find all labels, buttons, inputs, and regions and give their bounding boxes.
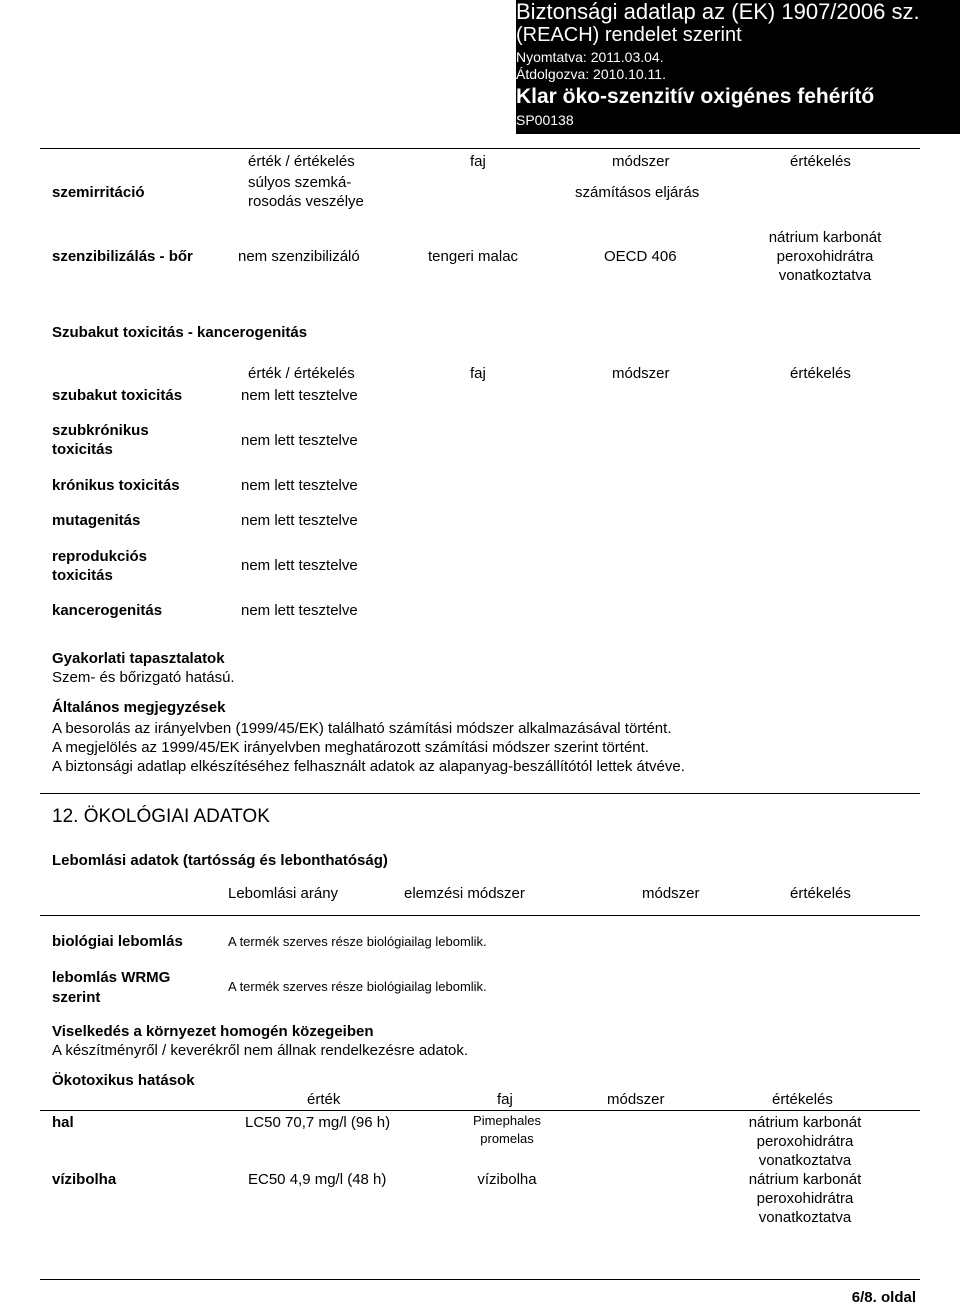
general-remarks-line: A besorolás az irányelvben (1999/45/EK) található számítási módszer alkalmazásával történt. (52, 720, 672, 737)
subacute-col-species: faj (470, 365, 486, 382)
subacute-row-value: nem lett tesztelve (241, 387, 358, 404)
ecotox-row-value-fish: LC50 70,7 mg/l (96 h) (245, 1114, 391, 1131)
irritation-row-label-eye: szemirritáció (52, 184, 145, 201)
footer-divider (40, 1279, 920, 1280)
ecotox-col-evaluation: értékelés (772, 1091, 833, 1108)
ecotox-col-method: módszer (607, 1091, 665, 1108)
header-title-line1: Biztonsági adatlap az (EK) 1907/2006 sz. (516, 0, 920, 24)
section12-title: 12. ÖKOLÓGIAI ADATOK (52, 806, 270, 827)
general-remarks-title: Általános megjegyzések (52, 699, 226, 716)
mutagenicity-row-value: nem lett tesztelve (241, 512, 358, 529)
header-divider (40, 148, 920, 149)
reproductive-row-value: nem lett tesztelve (241, 557, 358, 574)
ecotox-row-label-fish: hal (52, 1114, 74, 1131)
behaviour-text: A készítményről / keverékről nem állnak rendelkezésre adatok. (52, 1042, 469, 1059)
header-product-code: SP00138 (516, 112, 574, 128)
ecotox-col-value: érték (307, 1091, 341, 1108)
ecotox-row-eval-fish-line1: nátrium karbonát (748, 1114, 862, 1131)
document-header (516, 0, 960, 134)
ecotox-col-species: faj (497, 1091, 513, 1108)
irritation-row-value-eye-line1: súlyos szemká- (248, 174, 352, 191)
page-number: 6/8. oldal (851, 1289, 916, 1306)
ecotox-row-species-fish-line2: promelas (480, 1131, 534, 1146)
subacute-row-label: szubakut toxicitás (52, 387, 183, 404)
subchronic-row-value: nem lett tesztelve (241, 432, 358, 449)
ecotox-row-eval-daphnia-line2: peroxohidrátra (756, 1190, 854, 1207)
degradation-row-label-wrmg-line1: lebomlás WRMG (52, 969, 171, 986)
ecotox-title: Ökotoxikus hatások (52, 1072, 195, 1089)
subacute-col-evaluation: értékelés (790, 365, 851, 382)
subchronic-row-label-line1: szubkrónikus (52, 422, 149, 439)
degradation-row-label-bio: biológiai lebomlás (52, 933, 183, 950)
irritation-row-value-skin: nem szenzibilizáló (238, 248, 360, 265)
degradation-row-value-bio: A termék szerves része biológiailag lebomlik. (228, 934, 487, 949)
ecotox-table-divider (40, 1110, 920, 1111)
subchronic-row-label-line2: toxicitás (52, 441, 113, 458)
chronic-row-value: nem lett tesztelve (241, 477, 358, 494)
header-revised-date: Átdolgozva: 2010.10.11. (516, 66, 666, 82)
behaviour-title: Viselkedés a környezet homogén közegeiben (52, 1023, 374, 1040)
subacute-col-method: módszer (612, 365, 670, 382)
irritation-row-eval-skin-line3: vonatkoztatva (778, 267, 872, 284)
degradation-col-rate: Lebomlási arány (228, 885, 339, 902)
degradation-row-value-wrmg: A termék szerves része biológiailag lebomlik. (228, 979, 487, 994)
reproductive-row-label-line2: toxicitás (52, 567, 113, 584)
mutagenicity-row-label: mutagenitás (52, 512, 141, 529)
practical-title: Gyakorlati tapasztalatok (52, 650, 225, 667)
degradation-col-evaluation: értékelés (790, 885, 851, 902)
ecotox-row-eval-fish-line2: peroxohidrátra (756, 1133, 854, 1150)
ecotox-row-species-fish-line1: Pimephales (473, 1113, 541, 1128)
subacute-title: Szubakut toxicitás - kancerogenitás (52, 324, 308, 341)
ecotox-row-value-daphnia: EC50 4,9 mg/l (48 h) (248, 1171, 387, 1188)
header-title-line2: (REACH) rendelet szerint (516, 24, 742, 46)
ecotox-row-eval-daphnia-line3: vonatkoztatva (758, 1209, 852, 1226)
carcinogenicity-row-value: nem lett tesztelve (241, 602, 358, 619)
irritation-col-value: érték / értékelés (248, 153, 355, 170)
carcinogenicity-row-label: kancerogenitás (52, 602, 163, 619)
irritation-row-method-eye: számításos eljárás (575, 184, 700, 201)
ecotox-row-species-daphnia: vízibolha (477, 1171, 537, 1188)
irritation-row-label-skin: szenzibilizálás - bőr (52, 248, 193, 265)
header-product-name: Klar öko-szenzitív oxigénes fehérítő (516, 85, 875, 108)
irritation-col-evaluation: értékelés (790, 153, 851, 170)
reproductive-row-label-line1: reprodukciós (52, 548, 148, 565)
general-remarks-line: A megjelölés az 1999/45/EK irányelvben meghatározott számítási módszer szerint történt. (52, 739, 649, 756)
irritation-row-eval-skin-line2: peroxohidrátra (776, 248, 874, 265)
ecotox-row-label-daphnia: vízibolha (52, 1171, 117, 1188)
ecotox-row-eval-daphnia-line1: nátrium karbonát (748, 1171, 862, 1188)
practical-text: Szem- és bőrizgató hatású. (52, 669, 235, 686)
degradation-col-analysis-method: elemzési módszer (404, 885, 525, 902)
irritation-row-method-skin: OECD 406 (604, 248, 677, 265)
subacute-col-value: érték / értékelés (248, 365, 355, 382)
ecotox-row-eval-fish-line3: vonatkoztatva (758, 1152, 852, 1169)
irritation-row-eval-skin-line1: nátrium karbonát (768, 229, 882, 246)
general-remarks-line: A biztonsági adatlap elkészítéséhez felhasznált adatok az alapanyag-beszállítótól lettek átvéve. (52, 758, 685, 775)
chronic-row-label: krónikus toxicitás (52, 477, 180, 494)
degradation-table-divider (40, 915, 920, 916)
irritation-row-species-skin: tengeri malac (428, 248, 519, 265)
degradation-row-label-wrmg-line2: szerint (52, 989, 101, 1006)
irritation-col-method: módszer (612, 153, 670, 170)
degradation-col-method: módszer (642, 885, 700, 902)
irritation-col-species: faj (470, 153, 486, 170)
section-divider (40, 793, 920, 794)
irritation-row-value-eye-line2: rosodás veszélye (248, 193, 364, 210)
header-printed-date: Nyomtatva: 2011.03.04. (516, 49, 664, 65)
degradation-title: Lebomlási adatok (tartósság és lebonthatóság) (52, 852, 388, 869)
